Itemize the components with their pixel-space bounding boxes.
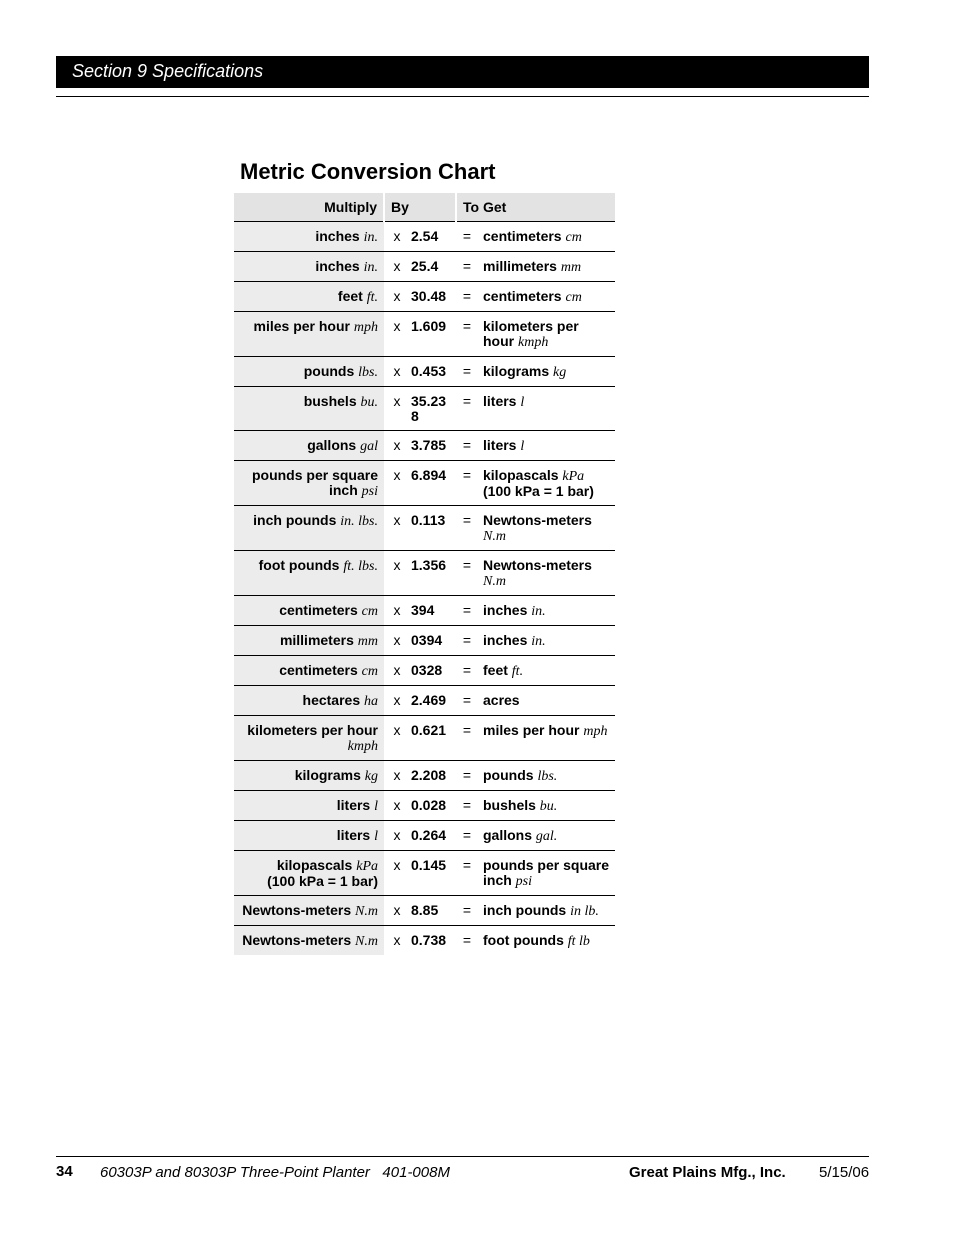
to-unit-name: bushels [483, 796, 536, 813]
to-unit-abbr: ft. [511, 663, 524, 679]
equals-sign: = [456, 505, 478, 550]
multiply-sign: x [384, 595, 407, 625]
to-unit-name: pounds per square inch [483, 856, 610, 888]
from-unit-name: centimeters [279, 661, 358, 678]
conversion-factor: 35.238 [407, 386, 456, 430]
multiply-sign: x [384, 221, 407, 251]
to-unit-name: acres [483, 691, 520, 708]
from-unit-cell [234, 925, 384, 955]
to-unit-name: pounds [483, 766, 534, 783]
multiply-sign: x [384, 850, 407, 895]
from-unit-abbr: l [374, 828, 378, 844]
table-row [234, 820, 615, 850]
from-unit-abbr: bu. [360, 394, 378, 410]
table-row [234, 221, 615, 251]
equals-sign: = [456, 221, 478, 251]
to-unit-abbr: kPa [562, 468, 585, 484]
from-unit-abbr: cm [361, 663, 378, 679]
table-header-row [234, 193, 615, 221]
conversion-factor: 0.113 [407, 505, 456, 550]
multiply-sign: x [384, 550, 407, 595]
from-unit-abbr: kmph [347, 738, 378, 754]
multiply-sign: x [384, 505, 407, 550]
from-unit-abbr: l [374, 798, 378, 814]
from-unit-name: liters [336, 826, 371, 843]
to-unit-cell [478, 595, 615, 625]
multiply-sign: x [384, 251, 407, 281]
to-unit-cell [478, 850, 615, 895]
multiply-sign: x [384, 356, 407, 386]
conversion-factor: 0.621 [407, 715, 456, 760]
to-unit-abbr: cm [565, 229, 582, 245]
from-unit-abbr: kg [364, 768, 378, 784]
header-divider [56, 96, 869, 97]
to-unit-cell [478, 685, 615, 715]
section-title: Section 9 Specifications [72, 61, 264, 81]
equals-sign: = [456, 895, 478, 925]
from-unit-abbr: N.m [355, 903, 378, 919]
conversion-table [234, 193, 615, 955]
to-unit-name: kilometers per hour [483, 317, 579, 349]
equals-sign: = [462, 931, 472, 948]
table-row [234, 595, 615, 625]
table-row [234, 790, 615, 820]
conversion-factor: 0.145 [407, 850, 456, 895]
to-unit-name: miles per hour [483, 721, 580, 738]
to-unit-abbr: gal. [535, 828, 558, 844]
from-unit-abbr: ft. lbs. [343, 558, 378, 574]
from-unit-cell [234, 311, 384, 356]
from-unit-name: gallons [307, 436, 357, 453]
from-unit-name: foot pounds [258, 556, 340, 573]
to-unit-cell [478, 760, 615, 790]
table-row [234, 850, 615, 895]
from-unit-cell [234, 685, 384, 715]
page-title: Metric Conversion Chart [240, 159, 496, 184]
equals-sign: = [456, 595, 478, 625]
to-unit-abbr: cm [565, 289, 582, 305]
equals-sign: = [456, 386, 478, 430]
table-row [234, 925, 615, 955]
table-row [234, 281, 615, 311]
to-unit-note: (100 kPa = 1 bar) [483, 482, 594, 499]
from-unit-abbr: ft. [366, 289, 378, 305]
equals-sign: = [456, 760, 478, 790]
conversion-factor: 0.264 [407, 820, 456, 850]
conversion-factor: 8.85 [407, 895, 456, 925]
conversion-factor: 394 [407, 595, 456, 625]
to-unit-cell [478, 895, 615, 925]
from-unit-abbr: N.m [355, 933, 378, 949]
from-unit-cell [234, 625, 384, 655]
conversion-factor: 2.469 [407, 685, 456, 715]
from-unit-name: feet [337, 287, 363, 304]
from-unit-name: inch pounds [253, 511, 337, 528]
from-unit-cell [234, 505, 384, 550]
equals-sign: = [456, 850, 478, 895]
document-date: 5/15/06 [819, 1164, 870, 1181]
to-unit-abbr: in. [531, 633, 546, 649]
multiply-sign: x [384, 655, 407, 685]
table-row [234, 356, 615, 386]
from-unit-cell [234, 460, 384, 505]
from-unit-name: kilopascals [276, 856, 353, 873]
from-unit-cell [234, 281, 384, 311]
to-unit-cell [478, 925, 615, 955]
from-unit-abbr: in. lbs. [340, 513, 378, 529]
to-unit-abbr: N.m [483, 528, 506, 544]
table-row [234, 685, 615, 715]
conversion-factor: 1.356 [407, 550, 456, 595]
from-unit-cell [234, 820, 384, 850]
multiply-sign: x [384, 685, 407, 715]
table-row [234, 655, 615, 685]
from-unit-cell [234, 715, 384, 760]
to-unit-cell [478, 790, 615, 820]
table-row [234, 760, 615, 790]
conversion-factor: 30.48 [407, 281, 456, 311]
table-row [234, 311, 615, 356]
to-unit-name: kilopascals [483, 466, 559, 483]
conversion-factor: 0.453 [407, 356, 456, 386]
to-unit-name: inches [483, 631, 528, 648]
header-multiply: Multiply [234, 193, 384, 221]
from-unit-abbr: psi [361, 483, 378, 499]
equals-sign: = [456, 460, 478, 505]
to-unit-abbr: l [520, 438, 525, 454]
to-unit-name: centimeters [483, 287, 562, 304]
from-unit-abbr: in. [363, 259, 378, 275]
header-by: By [384, 193, 456, 221]
from-unit-name: centimeters [279, 601, 358, 618]
conversion-factor: 0328 [407, 655, 456, 685]
from-unit-cell [234, 850, 384, 895]
from-unit-abbr: gal [360, 438, 378, 454]
from-unit-cell [234, 760, 384, 790]
from-unit-name: liters [336, 796, 371, 813]
conversion-factor: 6.894 [407, 460, 456, 505]
to-unit-abbr: kg [553, 364, 567, 380]
to-unit-cell [478, 430, 615, 460]
from-unit-name: inches [315, 257, 360, 274]
multiply-sign: x [384, 386, 407, 430]
company-name: Great Plains Mfg., Inc. [629, 1164, 786, 1181]
multiply-sign: x [384, 430, 407, 460]
from-unit-abbr: mph [353, 319, 378, 335]
conversion-factor: 25.4 [407, 251, 456, 281]
from-unit-name: inches [315, 227, 360, 244]
from-unit-abbr: in. [363, 229, 378, 245]
from-unit-name: Newtons-meters [242, 901, 352, 918]
multiply-sign: x [384, 715, 407, 760]
from-unit-cell [234, 595, 384, 625]
equals-sign: = [456, 655, 478, 685]
equals-sign: = [456, 625, 478, 655]
to-unit-abbr: l [520, 394, 525, 410]
to-unit-cell [478, 715, 615, 760]
conversion-factor: 0.028 [407, 790, 456, 820]
table-row [234, 460, 615, 505]
to-unit-cell [478, 281, 615, 311]
to-unit-cell [478, 311, 615, 356]
to-unit-name: liters [483, 392, 517, 409]
multiply-sign: x [384, 460, 407, 505]
from-unit-abbr: cm [361, 603, 378, 619]
to-unit-name: gallons [483, 826, 533, 843]
to-unit-abbr: ft lb [567, 933, 590, 949]
multiply-sign: x [384, 790, 407, 820]
from-unit-name: pounds per square inch [251, 466, 378, 498]
multiply-sign: x [393, 931, 401, 948]
conversion-factor: 3.785 [407, 430, 456, 460]
from-unit-cell [234, 430, 384, 460]
from-unit-abbr: lbs. [358, 364, 378, 380]
to-unit-name: Newtons-meters [483, 556, 592, 573]
to-unit-name: centimeters [483, 227, 562, 244]
from-unit-name: hectares [302, 691, 361, 708]
conversion-factor: 0394 [407, 625, 456, 655]
from-unit-cell [234, 790, 384, 820]
to-unit-abbr: psi [515, 873, 533, 889]
table-row [234, 386, 615, 430]
document-title: 60303P and 80303P Three-Point Planter 401-008M [100, 1164, 450, 1181]
conversion-factor: 2.208 [407, 760, 456, 790]
from-unit-cell [234, 221, 384, 251]
from-unit-abbr: kPa [356, 858, 378, 874]
to-unit-cell [478, 251, 615, 281]
multiply-sign: x [384, 625, 407, 655]
equals-sign: = [456, 685, 478, 715]
table-row [234, 251, 615, 281]
to-unit-cell [478, 505, 615, 550]
from-unit-cell [234, 655, 384, 685]
to-unit-name: liters [483, 436, 517, 453]
multiply-sign: x [384, 311, 407, 356]
to-unit-cell [478, 386, 615, 430]
from-unit-name: kilometers per hour [247, 721, 378, 738]
to-unit-name: Newtons-meters [483, 511, 592, 528]
to-unit-abbr: bu. [539, 798, 558, 814]
equals-sign: = [456, 820, 478, 850]
from-unit-cell [234, 550, 384, 595]
equals-sign: = [456, 550, 478, 595]
multiply-sign: x [384, 281, 407, 311]
to-unit-abbr: N.m [483, 573, 506, 589]
table-row [234, 550, 615, 595]
from-unit-abbr: mm [357, 633, 378, 649]
page-number: 34 [56, 1163, 73, 1180]
equals-sign: = [456, 311, 478, 356]
to-unit-abbr: mm [560, 259, 582, 275]
from-unit-cell [234, 895, 384, 925]
to-unit-cell [478, 356, 615, 386]
equals-sign: = [456, 790, 478, 820]
to-unit-cell [478, 550, 615, 595]
from-unit-abbr: ha [364, 693, 378, 709]
to-unit-cell [478, 625, 615, 655]
multiply-sign: x [384, 895, 407, 925]
equals-sign: = [456, 430, 478, 460]
table-row [234, 430, 615, 460]
to-unit-name: inches [483, 601, 528, 618]
from-unit-name: miles per hour [253, 317, 350, 334]
to-unit-abbr: kmph [518, 334, 549, 350]
footer-divider [56, 1156, 869, 1157]
multiply-sign: x [384, 760, 407, 790]
to-unit-name: feet [483, 661, 508, 678]
to-unit-cell [478, 655, 615, 685]
to-unit-name: inch pounds [483, 901, 567, 918]
from-unit-name: kilograms [294, 766, 361, 783]
table-row [234, 715, 615, 760]
from-unit-cell [234, 251, 384, 281]
equals-sign: = [456, 281, 478, 311]
header-to-get: To Get [456, 193, 615, 221]
to-unit-abbr: lbs. [537, 768, 558, 784]
to-unit-name: foot pounds [483, 931, 564, 948]
section-header-bar [56, 56, 869, 88]
to-unit-cell [478, 460, 615, 505]
equals-sign: = [456, 715, 478, 760]
to-unit-abbr: in lb. [570, 903, 599, 919]
to-unit-name: millimeters [483, 257, 557, 274]
from-unit-name: pounds [303, 362, 355, 379]
equals-sign: = [456, 251, 478, 281]
from-unit-cell [234, 386, 384, 430]
conversion-factor: 1.609 [407, 311, 456, 356]
from-unit-name: bushels [303, 392, 357, 409]
multiply-sign: x [384, 820, 407, 850]
to-unit-abbr: in. [531, 603, 546, 619]
from-unit-note: (100 kPa = 1 bar) [267, 872, 378, 889]
table-row [234, 505, 615, 550]
to-unit-cell [478, 820, 615, 850]
to-unit-cell [478, 221, 615, 251]
table-row [234, 625, 615, 655]
conversion-table-body [234, 221, 615, 955]
from-unit-name: Newtons-meters [242, 931, 352, 948]
to-unit-name: kilograms [483, 362, 550, 379]
conversion-factor: 0.738 [411, 931, 447, 948]
equals-sign: = [456, 356, 478, 386]
conversion-factor: 2.54 [407, 221, 456, 251]
from-unit-name: millimeters [279, 631, 354, 648]
table-row [234, 895, 615, 925]
from-unit-cell [234, 356, 384, 386]
to-unit-abbr: mph [583, 723, 608, 739]
